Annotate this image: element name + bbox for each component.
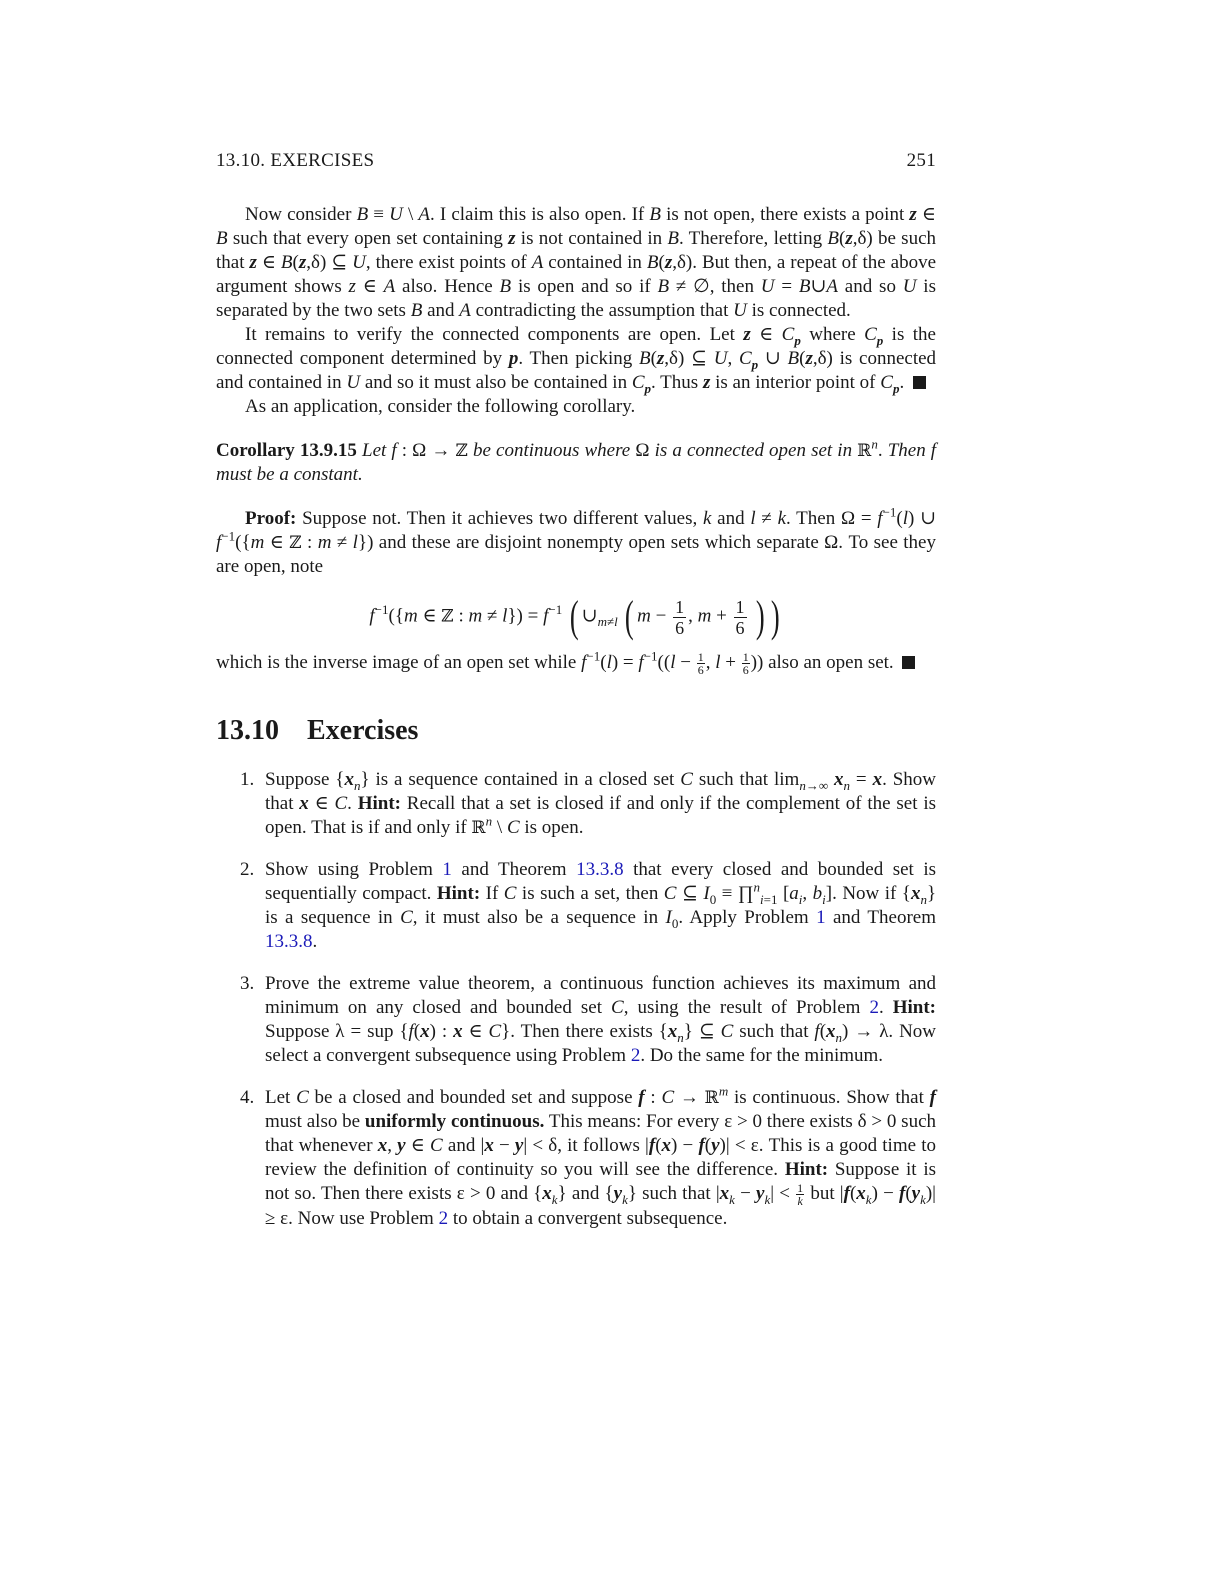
exercise-item: 2. Show using Problem 1 and Theorem 13.3.8 that every closed and bounded set is sequentially compact. Hint: If C is such a set, then C ⊆ $I_0$ ≡ ∏$^n_{i=1}$ [$a_i$, $b_i$]. Now if $\{x_n\}$ is a sequence in C, it must also be a sequence in $I_0$. Apply Problem 1 and Theorem 13.3.8. xyxy=(240,859,937,953)
paragraph-inverse-image: which is the inverse image of an open set while $f^{-1}(l) = f^{-1}((l$ − $\frac{1}{6}$ , l + $\frac{1}{6}$ )) also an open set. xyxy=(216,651,936,676)
exercise-number: 4. xyxy=(240,1087,255,1109)
exercise-number: 3. xyxy=(240,973,255,995)
problem-link[interactable]: 1 xyxy=(442,859,452,881)
exercise-item: 1. Suppose $\{x_n\}$ is a sequence contained in a closed set C such that $\lim_{n\to\infty} x_n = x$. Show that x ∈ C. Hint: Recall that a set is closed if and only if the complement of the set is open. That is if and only if ℝ$^n$ \ C is open. xyxy=(240,769,937,839)
qed-symbol xyxy=(913,376,926,389)
problem-link[interactable]: 2 xyxy=(869,997,879,1019)
exercise-number: 2. xyxy=(240,859,255,881)
qed-symbol xyxy=(902,656,915,669)
hint-label: Hint: xyxy=(784,1159,829,1181)
hint-label: Hint: xyxy=(357,793,401,815)
corollary-label: Corollary 13.9.15 xyxy=(216,440,357,461)
problem-link[interactable]: 1 xyxy=(816,907,826,929)
proof-paragraph: Proof: Suppose not. Then it achieves two different values, k and l ≠ k. Then $\Omega = f^{-1}(l)$ ∪ $f^{-1}(\{m$ ∈ ℤ : m ≠ l}) and these are disjoint nonempty open sets which separate Ω. To see they are open, note xyxy=(216,504,937,577)
paragraph-b-open: Now consider B ≡ U \ A. I claim this is also open. If B is not open, there exists a point z ∈ B such that every open set containing z is not contained in B. Therefore, letting B(z,δ) be such that z ∈ B(z,δ) ⊆ U, there exist points of A contained in B(z,δ). But then, a repeat of the above argument shows z ∈ A also. Hence B is open and so if B ≠ ∅, then U = B∪A and so U is separated by the two sets B and A contradicting the assumption that U is connected. xyxy=(216,204,937,321)
theorem-link[interactable]: 13.3.8 xyxy=(576,859,624,881)
exercise-item: 4. Let C be a closed and bounded set and suppose f : C → ℝ$^m$ is continuous. Show that f must also be uniformly continuous. This means: For every ε > 0 there exists δ > 0 such that whenever x, y ∈ C and |x − y| < δ, it follows |f(x) − f(y)| < ε. This is a good time to review the definition of continuity so you will see the difference. Hint: Suppose it is not so. Then there exists ε > 0 and $\{x_k\}$ and $\{y_k\}$ such that $|x_k - y_k|$ < $\frac{1}{k}$ but $|f(x_k) - f(y_k)| \ge \varepsilon$. Now use Problem 2 to obtain a convergent subsequence. xyxy=(240,1083,937,1230)
body-text xyxy=(216,203,936,1249)
hint-label: Hint: xyxy=(436,883,481,905)
paragraph-components-open: It remains to verify the connected components are open. Let z ∈ $C_p$ where $C_p$ is the connected component determined by p. Then picking B(z,δ) ⊆ U, $C_p$ ∪ B(z,δ) is connected and contained in U and so it must also be contained in $C_p$. Thus z is an interior point of $C_p$. xyxy=(216,324,937,396)
exercise-number: 1. xyxy=(240,769,255,791)
hint-label: Hint: xyxy=(892,997,937,1019)
section-number: 13.10 xyxy=(216,715,279,747)
uniformly-continuous-term: uniformly continuous. xyxy=(364,1111,545,1133)
display-equation: $f^{-1}(\{m$ ∈ ℤ : $m \ne l\}) = f^{-1}$ ( $\cup_{m\ne l}$ ( m − $\frac{1}{6}$ , m + $\frac{1}{6}$ ) ) xyxy=(369,592,780,641)
section-heading xyxy=(216,714,936,748)
theorem-link[interactable]: 13.3.8 xyxy=(265,931,313,953)
problem-link[interactable]: 2 xyxy=(438,1208,449,1230)
exercise-list xyxy=(216,768,936,1231)
paragraph-application: As an application, consider the following corollary. xyxy=(245,396,636,417)
proof-label: Proof: xyxy=(245,508,297,529)
section-title: Exercises xyxy=(307,715,419,747)
corollary-statement: Corollary 13.9.15 Let f : Ω → ℤ be continuous where Ω is a connected open set in ℝ$^n$. Then f must be a constant. xyxy=(216,436,937,485)
page-number: 251 xyxy=(906,150,936,171)
running-head xyxy=(216,150,936,172)
running-head-section: 13.10. EXERCISES xyxy=(216,150,375,171)
exercise-item: 3. Prove the extreme value theorem, a continuous function achieves its maximum and minimum on any closed and bounded set C, using the result of Problem 2. Hint: Suppose λ = sup {f(x) : x ∈ C}. Then there exists $\{x_n\}$ ⊆ C such that $f(x_n) \to \lambda$. Now select a convergent subsequence using Problem 2. Do the same for the minimum. xyxy=(240,973,937,1067)
problem-link[interactable]: 2 xyxy=(630,1045,641,1067)
